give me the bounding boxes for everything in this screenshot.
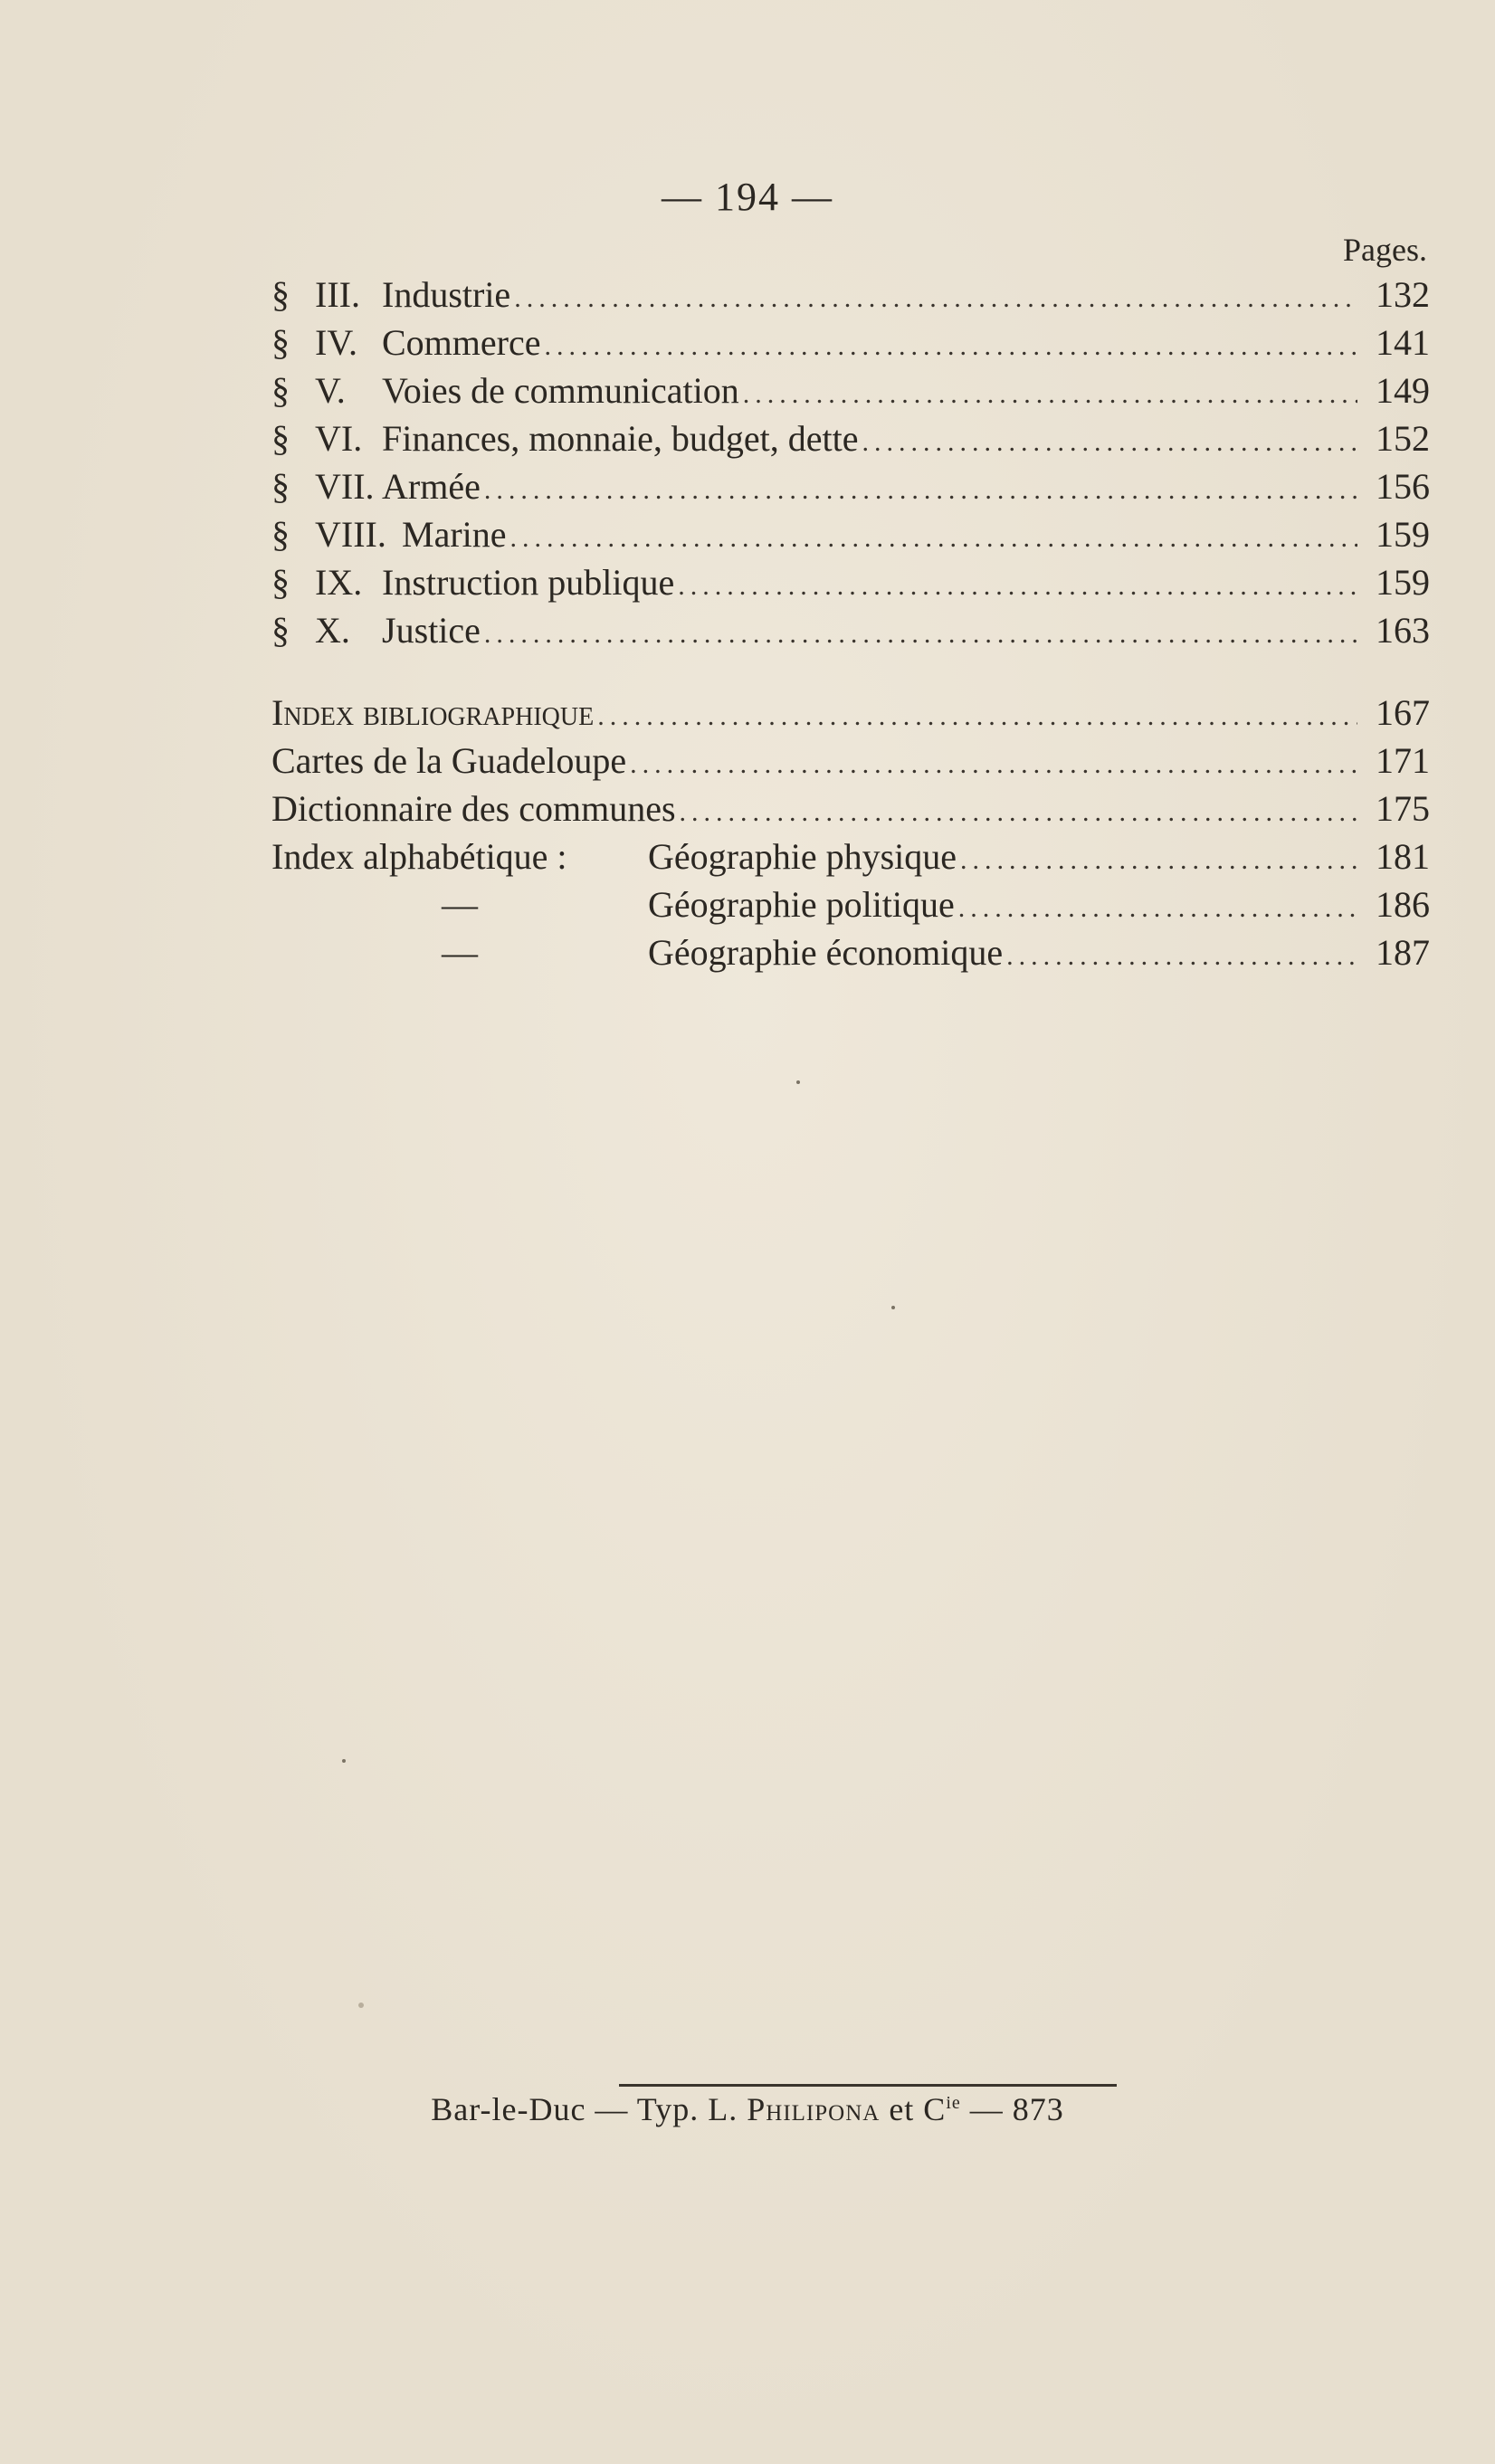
toc-entry: [271, 607, 1430, 654]
section-sign: §: [271, 370, 290, 411]
imprint-printer: Philipona: [747, 2091, 881, 2127]
section-sign: §: [271, 514, 290, 555]
page-number: — 194 —: [662, 175, 833, 219]
page-ref: 156: [1376, 466, 1430, 507]
dot-leader: [630, 741, 1357, 788]
imprint-place: Bar-le-Duc — Typ. L.: [431, 2091, 738, 2127]
section-numeral: VII.: [315, 466, 375, 507]
dot-leader: [484, 467, 1357, 514]
imprint-suffix-sup: ie: [946, 2093, 961, 2113]
page-ref: 152: [1376, 418, 1430, 459]
section-numeral: IV.: [315, 322, 358, 363]
entry-title: Justice: [382, 610, 481, 651]
section-numeral: V.: [315, 370, 346, 411]
section-numeral: III.: [315, 274, 360, 315]
entry-title: Géographie politique: [648, 884, 955, 925]
toc-entry: [271, 785, 1430, 832]
dot-leader: [597, 693, 1357, 740]
entry-title: Cartes de la Guadeloupe: [271, 740, 627, 781]
dot-leader: [1006, 933, 1357, 980]
entry-title: Instruction publique: [382, 562, 675, 603]
toc-entry: [271, 463, 1430, 510]
toc-entry: [271, 271, 1430, 319]
dot-leader: [678, 563, 1357, 610]
page-ref: 181: [1376, 836, 1430, 877]
toc-entry: [271, 319, 1430, 366]
page-ref: 159: [1376, 514, 1430, 555]
dot-leader: [514, 275, 1357, 322]
entry-title: Index bibliographique: [271, 692, 595, 733]
entry-title: Géographie économique: [648, 932, 1004, 973]
imprint-suffix: et C: [889, 2091, 947, 2127]
page-ref: 149: [1376, 370, 1430, 411]
section-sign: §: [271, 322, 290, 363]
page-ref: 163: [1376, 610, 1430, 651]
dot-leader: [743, 371, 1357, 418]
toc-entry: [271, 559, 1430, 606]
toc-entry: [271, 881, 1430, 928]
toc-entry: [271, 833, 1430, 880]
entry-title: Industrie: [382, 274, 511, 315]
paper-speck: [342, 1759, 346, 1763]
paper-speck: [891, 1306, 895, 1309]
dot-leader: [484, 611, 1357, 658]
ditto-dash: —: [442, 884, 478, 925]
section-sign: §: [271, 562, 290, 603]
entry-title: Armée: [382, 466, 481, 507]
dot-leader: [510, 515, 1357, 562]
section-sign: §: [271, 418, 290, 459]
dot-leader: [862, 419, 1357, 466]
dot-leader: [680, 789, 1357, 836]
section-numeral: X.: [315, 610, 350, 651]
page-ref: 175: [1376, 788, 1430, 829]
page-ref: 167: [1376, 692, 1430, 733]
toc-entry: [271, 511, 1430, 558]
index-prefix: Index alphabétique :: [271, 836, 567, 877]
page-ref: 171: [1376, 740, 1430, 781]
page-ref: 132: [1376, 274, 1430, 315]
section-sign: §: [271, 610, 290, 651]
toc-entry: [271, 737, 1430, 785]
pages-column-label: Pages.: [1343, 232, 1427, 268]
entry-title: Géographie physique: [648, 836, 957, 877]
imprint-code: — 873: [969, 2091, 1064, 2127]
page-ref: 187: [1376, 932, 1430, 973]
printer-imprint: [0, 2090, 1495, 2128]
entry-title: Voies de communication: [382, 370, 739, 411]
section-numeral: IX.: [315, 562, 363, 603]
paper-speck: [796, 1080, 800, 1084]
dot-leader: [960, 837, 1357, 884]
footer-rule: [619, 2084, 1117, 2087]
section-numeral: VIII.: [315, 514, 386, 555]
page-ref: 141: [1376, 322, 1430, 363]
toc-entry: [271, 690, 1430, 737]
section-sign: §: [271, 274, 290, 315]
ditto-dash: —: [442, 932, 478, 973]
section-sign: §: [271, 466, 290, 507]
entry-title: Finances, monnaie, budget, dette: [382, 418, 859, 459]
paper-speck: [358, 2003, 364, 2008]
dot-leader: [545, 323, 1358, 370]
dot-leader: [958, 885, 1357, 932]
page-ref: 159: [1376, 562, 1430, 603]
toc-entry: [271, 415, 1430, 462]
toc-entry: [271, 367, 1430, 414]
page-ref: 186: [1376, 884, 1430, 925]
section-numeral: VI.: [315, 418, 363, 459]
entry-title: Marine: [402, 514, 507, 555]
entry-title: Commerce: [382, 322, 541, 363]
entry-title: Dictionnaire des communes: [271, 788, 676, 829]
toc-entry: [271, 929, 1430, 976]
